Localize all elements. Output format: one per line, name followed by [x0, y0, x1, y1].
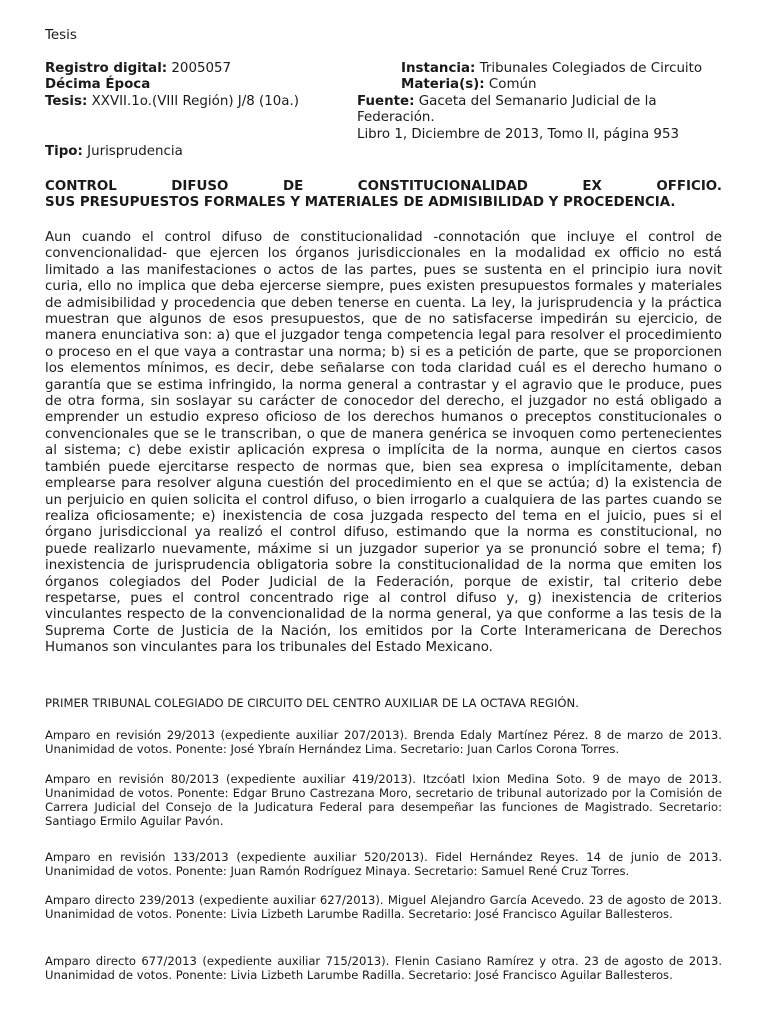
- heading-word: EX: [582, 179, 602, 194]
- heading-word: DIFUSO: [171, 179, 229, 194]
- materia-label: Materia(s):: [401, 77, 485, 93]
- heading-line-2: SUS PRESUPUESTOS FORMALES Y MATERIALES DE ADMISIBILIDAD Y PROCEDENCIA.: [45, 195, 676, 211]
- tipo-value: Jurisprudencia: [87, 144, 183, 159]
- tipo-row: [45, 144, 183, 160]
- tesis-value: XXVII.1o.(VIII Región) J/8 (10a.): [91, 93, 299, 109]
- fuente-label: Fuente:: [357, 94, 415, 109]
- fuente-detail: Libro 1, Diciembre de 2013, Tomo II, página 953: [357, 126, 679, 142]
- meta-left-block: [45, 61, 365, 110]
- precedent-item: Amparo en revisión 29/2013 (expediente auxiliar 207/2013). Brenda Edaly Martínez Pérez. 8 de marzo de 2013. Unanimidad de votos. Ponente: José Ybraín Hernández Lima. Secretario: Juan Carlos Corona Torres.: [45, 728, 722, 756]
- precedent-item: Amparo directo 239/2013 (expediente auxiliar 627/2013). Miguel Alejandro García Acevedo. 23 de agosto de 2013. Unanimidad de votos. Ponente: Livia Lizbeth Larumbe Radilla. Secretario: José Francisco Aguilar Ballesteros.: [45, 893, 722, 921]
- materia-row: [401, 77, 731, 93]
- heading-line-1: [45, 179, 722, 195]
- heading-word: CONSTITUCIONALIDAD: [357, 179, 528, 194]
- fuente-block: [357, 94, 727, 143]
- materia-value: Común: [488, 77, 537, 93]
- instancia-label: Instancia:: [401, 61, 476, 76]
- tesis-label: Tesis:: [45, 93, 88, 109]
- precedent-item: Amparo directo 677/2013 (expediente auxiliar 715/2013). Flenin Casiano Ramírez y otra. 23 de agosto de 2013. Unanimidad de votos. Ponente: Livia Lizbeth Larumbe Radilla. Secretario: José Francisco Aguilar Ballesteros.: [45, 954, 722, 982]
- instancia-row: [401, 61, 731, 77]
- registro-row: [45, 61, 365, 77]
- heading-word: CONTROL: [45, 179, 117, 194]
- tesis-row: [45, 94, 365, 110]
- fuente-row: [357, 94, 677, 127]
- precedent-item: Amparo en revisión 80/2013 (expediente auxiliar 419/2013). Itzcóatl Ixion Medina Soto. 9 de mayo de 2013. Unanimidad de votos. Ponente: Edgar Bruno Castrezana Moro, secretario de tribunal autorizado por la Comisión de Carrera Judicial del Consejo de la Judicatura Federal para desempeñar las funciones de Magistrado. Secretario: Santiago Ermilo Aguilar Pavón.: [45, 772, 722, 828]
- tribunal-name: PRIMER TRIBUNAL COLEGIADO DE CIRCUITO DEL CENTRO AUXILIAR DE LA OCTAVA REGIÓN.: [45, 696, 579, 710]
- tipo-label: Tipo:: [45, 144, 83, 159]
- document-type: Tesis: [45, 28, 77, 43]
- meta-right-block: [401, 61, 731, 94]
- thesis-heading: [45, 179, 722, 212]
- fuente-value: Gaceta del Semanario Judicial de la Federación.: [357, 94, 657, 126]
- epoca: Décima Época: [45, 77, 151, 93]
- registro-label: Registro digital:: [45, 61, 168, 76]
- instancia-value: Tribunales Colegiados de Circuito: [479, 61, 703, 76]
- heading-word: DE: [282, 179, 304, 194]
- registro-value: 2005057: [171, 61, 232, 76]
- thesis-body: Aun cuando el control difuso de constitucionalidad -connotación que incluye el control de convencionalidad- que ejercen los órganos jurisdiccionales en la modalidad ex officio no está limitado a las manifestaciones o actos de las partes, pues se sustenta en el principio iura novit curia, ello no implica que deba ejercerse siempre, pues existen presupuestos formales y materiales de admisibilidad y procedencia que deben tenerse en cuenta. La ley, la jurisprudencia y la práctica muestran que algunos de esos presupuestos, que de no satisfacerse impedirán su ejercicio, de manera enunciativa son: a) que el juzgador tenga competencia legal para resolver el procedimiento o proceso en el que vaya a contrastar una norma; b) si es a petición de parte, que se proporcionen los elementos mínimos, es decir, debe señalarse con toda claridad cuál es el derecho humano o garantía que se estima infringido, la norma general a contrastar y el agravio que le produce, pues de otra forma, sin soslayar su carácter de conocedor del derecho, el juzgador no está obligado a emprender un estudio expreso oficioso de los derechos humanos o preceptos constitucionales o convencionales que se le transcriban, o que de manera genérica se invoquen como pertenecientes al sistema; c) debe existir aplicación expresa o implícita de la norma, aunque en ciertos casos también puede ejercitarse respecto de normas que, bien sea expresa o implícitamente, deban emplearse para resolver alguna cuestión del procedimiento en el que se actúa; d) la existencia de un perjuicio en quien solicita el control difuso, o bien irrogarlo a cualquiera de las partes cuando se realiza oficiosamente; e) inexistencia de cosa juzgada respecto del tema en el juicio, pues si el órgano jurisdiccional ya realizó el control difuso, estimando que la norma es constitucional, no puede realizarlo nuevamente, máxime si un juzgador superior ya se pronunció sobre el tema; f) inexistencia de jurisprudencia obligatoria sobre la constitucionalidad de la norma que emiten los órganos colegiados del Poder Judicial de la Federación, porque de existir, tal criterio debe respetarse, pues el control concentrado rige al control difuso y, g) inexistencia de criterios vinculantes respecto de la convencionalidad de la norma general, ya que conforme a las tesis de la Suprema Corte de Justicia de la Nación, los emitidos por la Corte Interamericana de Derechos Humanos son vinculantes para los tribunales del Estado Mexicano.: [45, 230, 722, 656]
- precedent-item: Amparo en revisión 133/2013 (expediente auxiliar 520/2013). Fidel Hernández Reyes. 14 de junio de 2013. Unanimidad de votos. Ponente: Juan Ramón Rodríguez Minaya. Secretario: Samuel René Cruz Torres.: [45, 850, 722, 878]
- heading-word: OFFICIO.: [656, 179, 722, 194]
